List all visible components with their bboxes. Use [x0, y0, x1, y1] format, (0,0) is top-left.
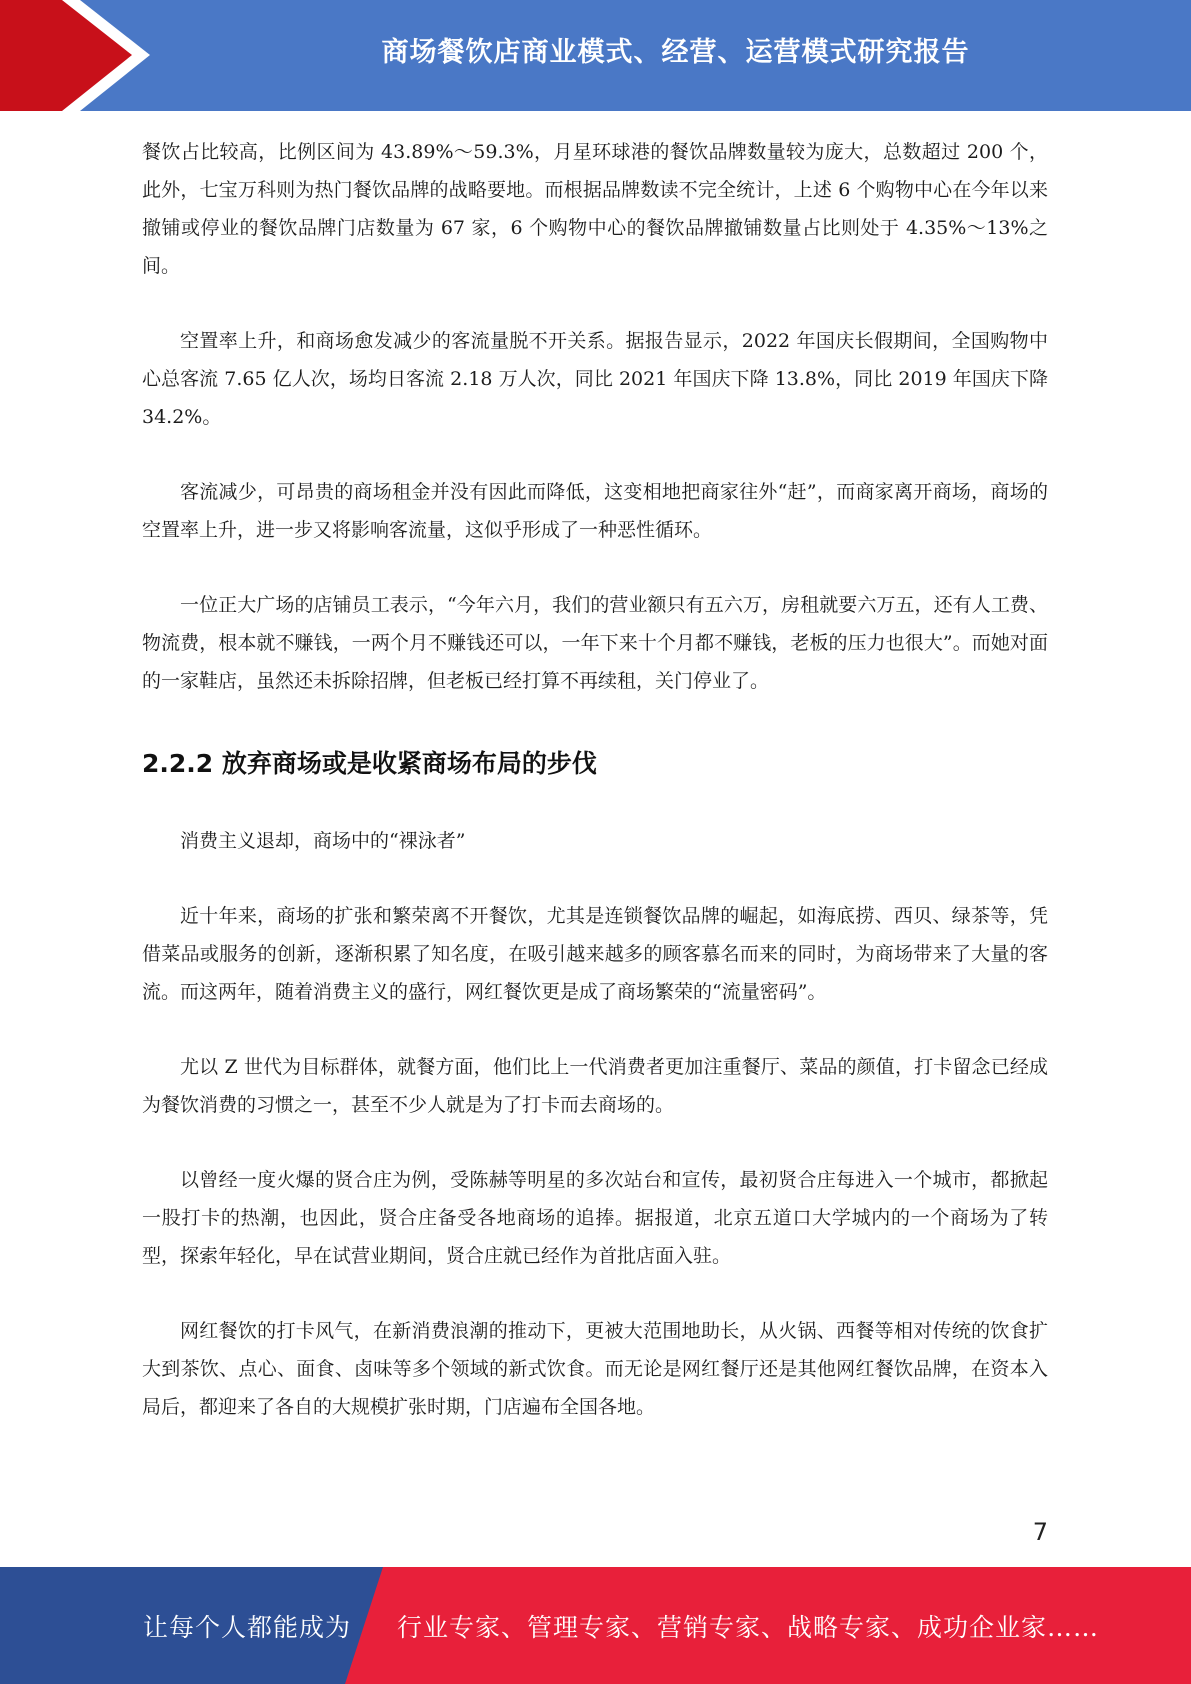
paragraph: 近十年来，商场的扩张和繁荣离不开餐饮，尤其是连锁餐饮品牌的崛起，如海底捞、西贝、绿茶等，凭借菜品或服务的创新，逐渐积累了知名度，在吸引越来越多的顾客慕名而来的同时，为商场带来了大量的客流。而这两年，随着消费主义的盛行，网红餐饮更是成了商场繁荣的“流量密码”。 [142, 905, 1048, 1003]
paragraph: 消费主义退却，商场中的“裸泳者” [180, 830, 466, 852]
paragraph: 一位正大广场的店铺员工表示，“今年六月，我们的营业额只有五六万，房租就要六万五，还有人工费、物流费，根本就不赚钱，一两个月不赚钱还可以，一年下来十个月都不赚钱，老板的压力也很大”。而她对面的一家鞋店，虽然还未拆除招牌，但老板已经打算不再续租，关门停业了。 [142, 594, 1048, 692]
document-body [142, 133, 1048, 1463]
section-heading: 2.2.2 放弃商场或是收紧商场布局的步伐 [142, 749, 597, 778]
page-header [0, 0, 1191, 111]
paragraph: 以曾经一度火爆的贤合庄为例，受陈赫等明星的多次站台和宣传，最初贤合庄每进入一个城市，都掀起一股打卡的热潮，也因此，贤合庄备受各地商场的追捧。据报道，北京五道口大学城内的一个商场为了转型，探索年轻化，早在试营业期间，贤合庄就已经作为首批店面入驻。 [142, 1169, 1048, 1267]
paragraph: 空置率上升，和商场愈发减少的客流量脱不开关系。据报告显示，2022 年国庆长假期间，全国购物中心总客流 7.65 亿人次，场均日客流 2.18 万人次，同比 2021 年国庆下降 13.8%，同比 2019 年国庆下降 34.2%。 [142, 330, 1048, 428]
paragraph: 网红餐饮的打卡风气，在新消费浪潮的推动下，更被大范围地助长，从火锅、西餐等相对传统的饮食扩大到茶饮、点心、面食、卤味等多个领域的新式饮食。而无论是网红餐厅还是其他网红餐饮品牌，在资本入局后，都迎来了各自的大规模扩张时期，门店遍布全国各地。 [142, 1320, 1048, 1418]
header-title: 商场餐饮店商业模式、经营、运营模式研究报告 [381, 36, 970, 68]
footer-slogan-left: 让每个人都能成为 [143, 1612, 352, 1642]
paragraph: 餐饮占比较高，比例区间为 43.89%～59.3%，月星环球港的餐饮品牌数量较为庞大，总数超过 200 个，此外，七宝万科则为热门餐饮品牌的战略要地。而根据品牌数读不完全统计，上述 6 个购物中心在今年以来撤铺或停业的餐饮品牌门店数量为 67 家，6 个购物中心的餐饮品牌撤铺数量占比则处于 4.35%～13%之间。 [142, 141, 1048, 277]
page-number: 7 [1032, 1518, 1048, 1546]
page-footer [0, 1567, 1191, 1684]
paragraph: 客流减少，可昂贵的商场租金并没有因此而降低，这变相地把商家往外“赶”，而商家离开商场，商场的空置率上升，进一步又将影响客流量，这似乎形成了一种恶性循环。 [142, 481, 1048, 541]
footer-slogan-right: 行业专家、管理专家、营销专家、战略专家、成功企业家…… [397, 1612, 1100, 1642]
paragraph: 尤以 Z 世代为目标群体，就餐方面，他们比上一代消费者更加注重餐厅、菜品的颜值，打卡留念已经成为餐饮消费的习惯之一，甚至不少人就是为了打卡而去商场的。 [142, 1056, 1048, 1116]
